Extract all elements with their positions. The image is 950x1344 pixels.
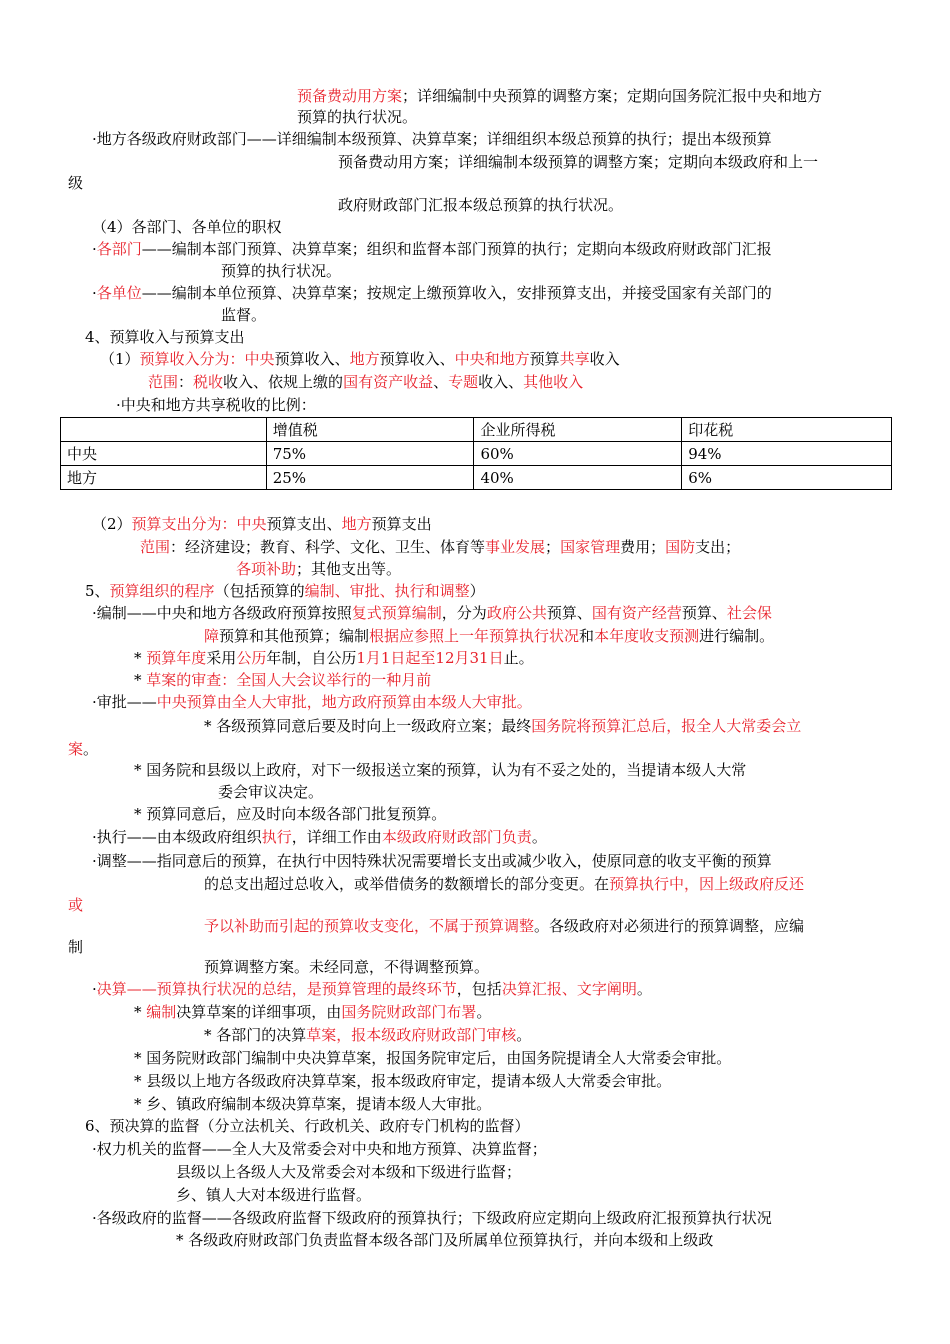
text-segment: · bbox=[92, 284, 97, 302]
text-segment: ·各级政府的监督——各级政府监督下级政府的预算执行；下级政府应定期向上级政府汇报预算执行状况 bbox=[92, 1209, 772, 1227]
highlighted-text: 范围 bbox=[140, 538, 171, 556]
text-line bbox=[100, 349, 620, 369]
highlighted-text: 各项补助 bbox=[236, 560, 297, 578]
text-segment: * 县级以上地方各级政府决算草案，报本级政府审定，提请本级人大常委会审批。 bbox=[134, 1072, 672, 1090]
table-header-cell: 增值税 bbox=[266, 418, 474, 442]
text-segment: 4、预算收入与预算支出 bbox=[85, 328, 245, 346]
highlighted-text: 予以补助而引起的预算收支变化，不属于预算调整 bbox=[204, 917, 535, 935]
highlighted-text: 决算——预算执行状况的总结，是预算管理的最终环节 bbox=[96, 980, 457, 998]
text-line bbox=[176, 1162, 521, 1182]
text-segment: 预算收入、 bbox=[379, 350, 455, 368]
text-line bbox=[204, 874, 804, 894]
text-segment: 监督。 bbox=[221, 306, 267, 324]
text-segment: ·权力机关的监督——全人大及常委会对中央和地方预算、决算监督； bbox=[92, 1140, 547, 1158]
table-header-cell bbox=[61, 418, 267, 442]
text-line bbox=[92, 1139, 547, 1159]
text-segment: 。各级政府对必须进行的预算调整，应编 bbox=[534, 917, 805, 935]
highlighted-text: 障 bbox=[204, 627, 220, 645]
text-segment: 预算调整方案。未经同意，不得调整预算。 bbox=[204, 958, 490, 976]
table-cell: 75% bbox=[266, 442, 474, 466]
text-segment: 预算支出、 bbox=[266, 515, 342, 533]
highlighted-text: 国防 bbox=[665, 538, 696, 556]
text-line bbox=[68, 739, 98, 759]
highlighted-text: 根据应参照上一年预算执行状况 bbox=[369, 627, 580, 645]
text-segment: 预算 bbox=[529, 350, 560, 368]
text-line bbox=[92, 1208, 772, 1228]
text-segment: 收入、 bbox=[478, 373, 524, 391]
text-segment: 采用 bbox=[206, 649, 237, 667]
text-line bbox=[176, 1185, 371, 1205]
text-line bbox=[236, 559, 401, 579]
table-cell: 40% bbox=[474, 466, 682, 490]
highlighted-text: 本级政府财政部门负责 bbox=[381, 828, 532, 846]
highlighted-text: 国务院将预算汇总后，报全人大常委会立 bbox=[531, 717, 802, 735]
text-segment: 政府财政部门汇报本级总预算的执行状况。 bbox=[338, 196, 624, 214]
text-segment: ——编制本单位预算、决算草案；按规定上缴预算收入，安排预算支出，并接受国家有关部门的 bbox=[141, 284, 772, 302]
table-cell: 94% bbox=[682, 442, 892, 466]
highlighted-text: 公历 bbox=[236, 649, 267, 667]
text-line bbox=[134, 1002, 491, 1022]
highlighted-text: 预算组织的程序 bbox=[109, 582, 215, 600]
text-segment: 预算、 bbox=[546, 604, 592, 622]
highlighted-text: 中央预算由全人大审批，地方政府预算由本级人大审批。 bbox=[156, 693, 532, 711]
text-segment: * 国务院和县级以上政府，对下一级报送立案的预算，认为有不妥之处的，当提请本级人大常 bbox=[134, 761, 747, 779]
text-segment: （2） bbox=[92, 515, 132, 533]
text-segment: ：经济建设；教育、科学、文化、卫生、体育等 bbox=[170, 538, 486, 556]
highlighted-text: 国家管理 bbox=[560, 538, 621, 556]
table-header-cell: 企业所得税 bbox=[474, 418, 682, 442]
text-line bbox=[204, 916, 804, 936]
text-line bbox=[134, 1048, 731, 1068]
text-segment: 制 bbox=[68, 938, 84, 956]
text-segment: * bbox=[134, 649, 147, 667]
text-segment: 。 bbox=[636, 980, 652, 998]
text-segment: 的总支出超过总收入，或举借债务的数额增长的部分变更。在 bbox=[204, 875, 610, 893]
table-row bbox=[61, 466, 892, 490]
text-segment: ·中央和地方共享税收的比例： bbox=[116, 396, 316, 414]
text-segment: （包括预算的 bbox=[214, 582, 305, 600]
text-segment: 预算收入、 bbox=[274, 350, 350, 368]
text-segment: * 各级政府财政部门负责监督本级各部门及所属单位预算执行，并向本级和上级政 bbox=[176, 1231, 714, 1249]
text-segment: 预算的执行状况。 bbox=[221, 262, 342, 280]
table-header-cell: 印花税 bbox=[682, 418, 892, 442]
highlighted-text: 政府公共 bbox=[486, 604, 547, 622]
text-line bbox=[204, 1025, 531, 1045]
text-segment: 决算草案的详细事项，由 bbox=[176, 1003, 342, 1021]
highlighted-text: 复式预算编制 bbox=[351, 604, 442, 622]
text-segment: ；其他支出等。 bbox=[296, 560, 402, 578]
highlighted-text: 决算汇报、文字阐明 bbox=[501, 980, 637, 998]
text-line bbox=[297, 86, 822, 106]
text-line bbox=[92, 239, 772, 259]
text-line bbox=[92, 851, 772, 871]
text-segment: ·编制——中央和地方各级政府预算按照 bbox=[92, 604, 352, 622]
text-line bbox=[85, 581, 485, 601]
highlighted-text: 预算收入分为：中央 bbox=[139, 350, 275, 368]
text-line bbox=[92, 129, 772, 149]
text-line bbox=[68, 173, 83, 193]
text-segment: 支出； bbox=[695, 538, 741, 556]
highlighted-text: 编制 bbox=[146, 1003, 177, 1021]
table-cell: 地方 bbox=[61, 466, 267, 490]
highlighted-text: 各单位 bbox=[96, 284, 142, 302]
text-line bbox=[134, 1094, 491, 1114]
highlighted-text: 各部门 bbox=[96, 240, 142, 258]
text-line bbox=[221, 305, 266, 325]
highlighted-text: 共享 bbox=[559, 350, 590, 368]
highlighted-text: 中央和地方 bbox=[454, 350, 530, 368]
text-line bbox=[92, 827, 547, 847]
text-line bbox=[68, 895, 83, 915]
highlighted-text: 范围 bbox=[148, 373, 179, 391]
text-segment: ；详细编制中央预算的调整方案；定期向国务院汇报中央和地方 bbox=[402, 87, 823, 105]
text-line bbox=[92, 603, 772, 623]
highlighted-text: 或 bbox=[68, 896, 84, 914]
tax-sharing-table bbox=[60, 417, 892, 490]
highlighted-text: 专题 bbox=[448, 373, 479, 391]
text-line bbox=[204, 716, 801, 736]
highlighted-text: 税收 bbox=[193, 373, 224, 391]
text-segment: ·执行——由本级政府组织 bbox=[92, 828, 262, 846]
text-line bbox=[92, 514, 432, 534]
text-line bbox=[116, 395, 316, 415]
text-segment: ，分为 bbox=[441, 604, 487, 622]
text-line bbox=[85, 327, 245, 347]
text-line bbox=[134, 760, 746, 780]
text-segment: 费用； bbox=[620, 538, 666, 556]
highlighted-text: 1月1日起至12月31日 bbox=[356, 649, 504, 667]
highlighted-text: 草案的审查：全国人大会议举行的一种月前 bbox=[146, 671, 432, 689]
text-line bbox=[92, 217, 282, 237]
text-line bbox=[134, 648, 534, 668]
highlighted-text: 社会保 bbox=[726, 604, 772, 622]
highlighted-text: 预算执行中，因上级政府反还 bbox=[609, 875, 805, 893]
highlighted-text: 预算支出分为：中央 bbox=[131, 515, 267, 533]
text-segment: * 国务院财政部门编制中央决算草案，报国务院审定后，由国务院提请全人大常委会审批。 bbox=[134, 1049, 732, 1067]
table-cell: 6% bbox=[682, 466, 892, 490]
text-segment: （1） bbox=[100, 350, 140, 368]
text-segment: 级 bbox=[68, 174, 84, 192]
highlighted-text: 草案，报本级政府财政部门审核 bbox=[306, 1026, 517, 1044]
text-segment: * bbox=[134, 671, 147, 689]
text-segment: ·地方各级政府财政部门——详细编制本级预算、决算草案；详细组织本级总预算的执行；提出本级预算 bbox=[92, 130, 772, 148]
text-line bbox=[204, 626, 774, 646]
text-segment: 止。 bbox=[503, 649, 534, 667]
text-segment: · bbox=[92, 980, 97, 998]
table-row bbox=[61, 442, 892, 466]
text-segment: 预算、 bbox=[681, 604, 727, 622]
text-line bbox=[176, 1230, 713, 1250]
text-segment: 。 bbox=[531, 828, 547, 846]
text-line bbox=[338, 195, 623, 215]
text-line bbox=[134, 670, 431, 690]
highlighted-text: 预备费动用方案 bbox=[297, 87, 403, 105]
text-segment: （4）各部门、各单位的职权 bbox=[92, 218, 282, 236]
highlighted-text: 其他收入 bbox=[523, 373, 584, 391]
highlighted-text: 地方 bbox=[349, 350, 380, 368]
text-line bbox=[68, 937, 83, 957]
text-segment: 。 bbox=[516, 1026, 532, 1044]
text-segment: 预算支出 bbox=[371, 515, 432, 533]
text-line bbox=[134, 804, 446, 824]
text-segment: ： bbox=[178, 373, 194, 391]
text-segment: 。 bbox=[83, 740, 99, 758]
text-line bbox=[92, 692, 532, 712]
highlighted-text: 案 bbox=[68, 740, 84, 758]
table-cell: 中央 bbox=[61, 442, 267, 466]
text-segment: 进行编制。 bbox=[699, 627, 775, 645]
text-segment: 6、预决算的监督（分立法机关、行政机关、政府专门机构的监督） bbox=[85, 1117, 530, 1135]
table-header-row bbox=[61, 418, 892, 442]
text-segment: 年制，自公历 bbox=[266, 649, 357, 667]
text-segment: * 各部门的决算 bbox=[204, 1026, 307, 1044]
text-line bbox=[140, 537, 740, 557]
highlighted-text: 执行 bbox=[261, 828, 292, 846]
table-cell: 60% bbox=[474, 442, 682, 466]
text-segment: 收入 bbox=[589, 350, 620, 368]
highlighted-text: 预算年度 bbox=[146, 649, 207, 667]
text-segment: 乡、镇人大对本级进行监督。 bbox=[176, 1186, 372, 1204]
text-segment: * 各级预算同意后要及时向上一级政府立案；最终 bbox=[204, 717, 532, 735]
highlighted-text: 编制、审批、执行和调整 bbox=[304, 582, 470, 600]
highlighted-text: 事业发展 bbox=[485, 538, 546, 556]
text-segment: ·调整——指同意后的预算，在执行中因特殊状况需要增长支出或减少收入，使原同意的收支平衡的预算 bbox=[92, 852, 772, 870]
text-segment: · bbox=[92, 240, 97, 258]
text-line bbox=[204, 957, 489, 977]
highlighted-text: 国务院财政部门布署 bbox=[341, 1003, 477, 1021]
text-line bbox=[221, 261, 341, 281]
text-line bbox=[218, 782, 323, 802]
text-line bbox=[85, 1116, 530, 1136]
text-segment: ） bbox=[469, 582, 485, 600]
text-line bbox=[92, 979, 652, 999]
text-segment: 收入、依规上缴的 bbox=[223, 373, 344, 391]
text-segment: ； bbox=[545, 538, 561, 556]
text-line bbox=[338, 152, 818, 172]
text-segment: ，包括 bbox=[456, 980, 502, 998]
text-line bbox=[134, 1071, 671, 1091]
text-segment: 5、 bbox=[85, 582, 110, 600]
text-segment: ·审批—— bbox=[92, 693, 157, 711]
highlighted-text: 地方 bbox=[341, 515, 372, 533]
highlighted-text: 本年度收支预测 bbox=[594, 627, 700, 645]
highlighted-text: 国有资产经营 bbox=[591, 604, 682, 622]
text-segment: 预算的执行状况。 bbox=[297, 108, 418, 126]
table-cell: 25% bbox=[266, 466, 474, 490]
highlighted-text: 国有资产收益 bbox=[343, 373, 434, 391]
text-segment: ，详细工作由 bbox=[291, 828, 382, 846]
text-segment: 。 bbox=[476, 1003, 492, 1021]
text-segment: * 乡、镇政府编制本级决算草案，提请本级人大审批。 bbox=[134, 1095, 492, 1113]
text-segment: 委会审议决定。 bbox=[218, 783, 324, 801]
text-segment: 预备费动用方案；详细编制本级预算的调整方案；定期向本级政府和上一 bbox=[338, 153, 819, 171]
text-line bbox=[92, 283, 772, 303]
text-segment: 县级以上各级人大及常委会对本级和下级进行监督； bbox=[176, 1163, 522, 1181]
text-line bbox=[148, 372, 583, 392]
text-line bbox=[297, 107, 417, 127]
text-segment: ——编制本部门预算、决算草案；组织和监督本部门预算的执行；定期向本级政府财政部门汇报 bbox=[141, 240, 772, 258]
text-segment: 和 bbox=[579, 627, 595, 645]
text-segment: 预算和其他预算；编制 bbox=[219, 627, 370, 645]
text-segment: * bbox=[134, 1003, 147, 1021]
text-segment: 、 bbox=[433, 373, 449, 391]
text-segment: * 预算同意后，应及时向本级各部门批复预算。 bbox=[134, 805, 447, 823]
